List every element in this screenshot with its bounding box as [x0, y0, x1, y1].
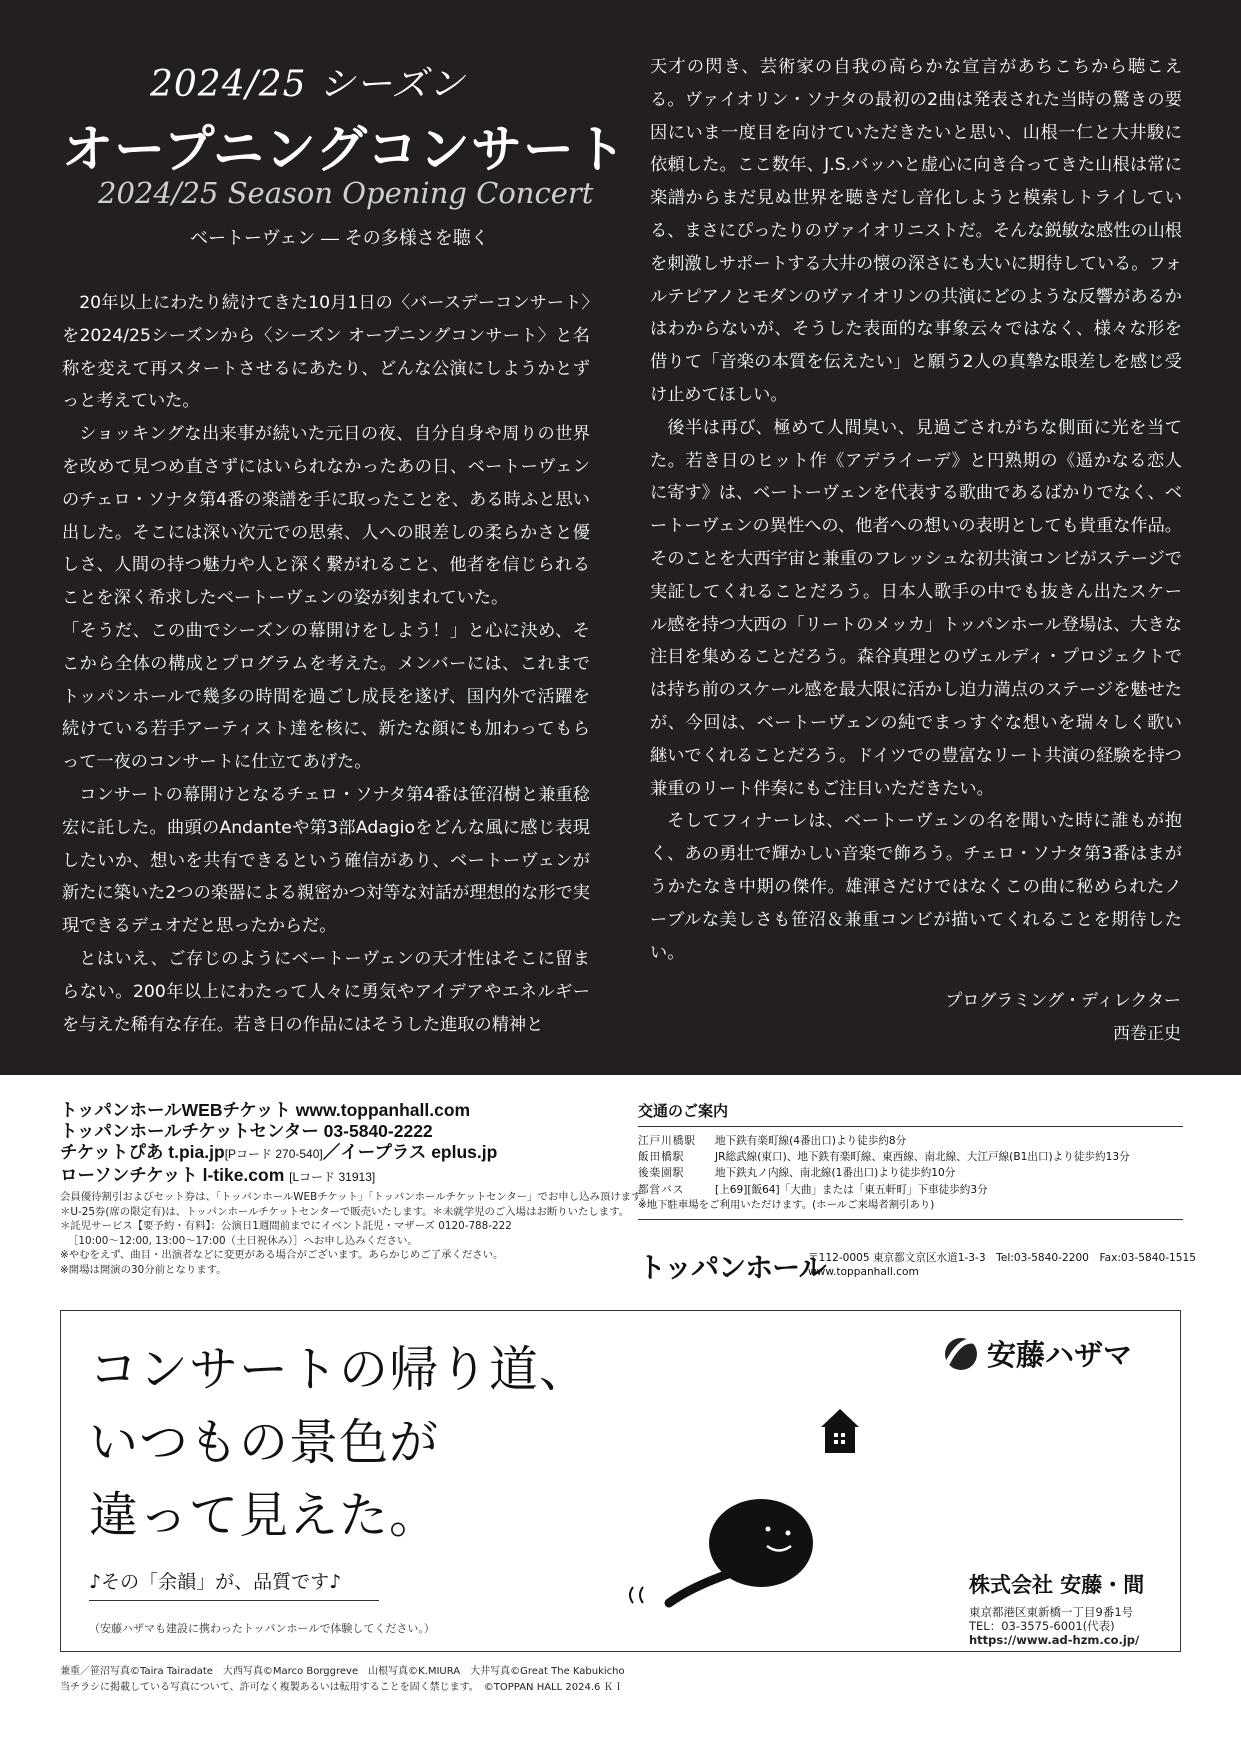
essay-paragraph: 20年以上にわたり続けてきた10月1日の〈バースデーコンサート〉を2024/25シーズンから〈シーズン オープニングコンサート〉と名称を変えて再スタートさせるにあたり、どんな公演にしようかとずっと考えていた。 [62, 293, 590, 412]
access-row [638, 1182, 1183, 1198]
essay-paragraph: 天才の閃き、芸術家の自我の高らかな宣言があちこちから聴こえる。ヴァイオリン・ソナタの最初の2曲は発表された当時の驚きの要因にいま一度目を向けていただきたいと思い、山根一仁と大井駿に依頼した。ここ数年、J.S.バッハと虚心に向き合ってきた山根は常に楽譜からまだ見ぬ世界を聴きだし音化しようと模索しトライしている、まさにぴったりのヴァイオリニストだ。そんな鋭敏な感性の山根を刺激しサポートする大井の懐の深さにも大いに期待している。フォルテピアノとモダンのヴァイオリンの共演にどのような反響があるかはわからないが、そうした表面的な事象云々ではなく、様々な形を借りて「音楽の本質を伝えたい」と願う2人の真摯な眼差しを感じ受け止めてほしい。 [650, 57, 1182, 405]
ad-headline-line: コンサートの帰り道、 [89, 1341, 590, 1398]
access-route: [上69][飯64]「大曲」または「東五軒町」下車徒歩約3分 [715, 1183, 988, 1196]
credits-line: 当チラシに掲載している写真について、許可なく複製あるいは転用することを固く禁じます。 ©TOPPAN HALL 2024.6 ＫＩ [60, 1682, 624, 1693]
ticket-lawson [60, 1165, 620, 1188]
advertisement [60, 1310, 1181, 1652]
access-row [638, 1133, 1183, 1149]
ticket-pia [60, 1142, 620, 1165]
essay-paragraph: コンサートの幕開けとなるチェロ・ソナタ第4番は笹沼樹と兼重稔宏に託した。曲頭のAndanteや第3部Adagioをどんな風に感じ表現したいか、想いを共有できるという確信があり、ベートーヴェンが新たに築いた2つの楽器による親密かつ対等な対話が理想的な形で実現できるデュオだと思ったからだ。 [62, 784, 590, 937]
subtitle: ベートーヴェン ― その多様さを聴く [190, 228, 489, 249]
essay-paragraph: 後半は再び、極めて人間臭い、見過ごされがちな側面に光を当てた。若き日のヒット作《アデライーデ》と円熟期の《遥かなる恋人に寄す》は、ベートーヴェンを代表する歌曲であるばかりでなく、ベートーヴェンの異性への、他者への想いの表明としても貴重な作品。そのことを大西宇宙と兼重のフレッシュな初共演コンビがステージで実証してくれることだろう。日本人歌手の中でも抜きん出たスケール感を持つ大西の「リートのメッカ」トッパンホール登場は、大きな注目を集めることだろう。森谷真理とのヴェルディ・プロジェクトでは持ち前のスケール感を最大限に活かし迫力満点のステージを魅せたが、今回は、ベートーヴェンの純でまっすぐな想いを瑞々しく歌い継いでくれることだろう。ドイツでの豊富なリート共演の経験を持つ兼重のリート伴奏にもご注目いただきたい。 [650, 417, 1182, 799]
essay-right-column [650, 51, 1182, 969]
ticket-note: ※やむをえず、曲目・出演者などに変更がある場合がございます。あらかじめご了承ください。 [60, 1249, 504, 1262]
ticket-center: トッパンホールチケットセンター 03-5840-2222 [60, 1121, 433, 1141]
ticket-note: ※開場は開演の30分前となります。 [60, 1263, 227, 1276]
access-station: 都営バス [638, 1183, 685, 1196]
access-row [638, 1165, 1183, 1181]
ticket-lawson-code: [Lコード 31913] [289, 1170, 376, 1184]
ticket-note: ［10:00～12:00, 13:00～17:00（土日祝休み）］へお申し込みください。 [68, 1234, 418, 1247]
ticket-note: ＊託児サービス【要予約・有料】：公演日1週間前までにイベント託児・マザーズ 0120-788-222 [60, 1220, 512, 1233]
ticket-notes [60, 1190, 651, 1278]
ad-tel: TEL：03-3575-6001(代表) [969, 1619, 1115, 1633]
credits-line: 兼重／笹沼写真©Taira Tairadate 大西写真©Marco Borggreve 山根写真©K.MIURA 大井写真©Great The Kabukicho [60, 1666, 625, 1677]
essay-paragraph: とはいえ、ご存じのようにベートーヴェンの天才性はそこに留まらない。200年以上にわたって人々に勇気やアイデアやエネルギーを与えた稀有な存在。若き日の作品にはそうした進取の精神と [62, 948, 590, 1035]
ticket-pia-code: [Pコード 270-540] [224, 1147, 323, 1161]
essay-paragraph: 「そうだ、この曲でシーズンの幕開けをしよう！」と心に決め、そこから全体の構成とプログラムを考えた。メンバーには、これまでトッパンホールで幾多の時間を過ごし成長を遂げ、国内外で活躍を続けている若手アーティスト達を核に、新たな顔にも加わってもらって一夜のコンサートに仕立てあげた。 [62, 620, 590, 773]
access-route: 地下鉄丸ノ内線、南北線(1番出口)より徒歩約10分 [715, 1167, 956, 1180]
ticket-web[interactable]: トッパンホールWEBチケット www.toppanhall.com [60, 1100, 471, 1120]
ad-headline [89, 1333, 589, 1552]
essay-paragraph: ショッキングな出来事が続いた元日の夜、自分自身や周りの世界を改めて見つめ直さずにはいられなかったあの日、ベートーヴェンのチェロ・ソナタ第4番の楽譜を手に取ったことを、ある時ふと思い出した。そこには深い次元での思索、人への眼差しの柔らかさと優しさ、人間の持つ魅力や人と深く繋がれること、他者を信じられることを深く希求したベートーヴェンの姿が刻まれていた。 [62, 424, 590, 609]
hall-address: 〒112-0005 東京都文京区水道1-3-3 Tel:03-5840-2200 Fax:03-5840-1515 [808, 1252, 1197, 1264]
house-icon [819, 1407, 861, 1455]
photo-credits [60, 1664, 625, 1696]
ad-tagline: ♪その「余韻」が、品質です♪ [89, 1567, 379, 1601]
access-info [638, 1100, 1183, 1220]
access-station: 飯田橋駅 [638, 1151, 685, 1164]
essay-left-column [62, 287, 590, 1041]
signature-role: プログラミング・ディレクター [945, 991, 1181, 1011]
ad-headline-line: 違って見えた。 [89, 1487, 440, 1544]
access-route: JR総武線(東口)、地下鉄有楽町線、東西線、南北線、大江戸線(B1出口)より徒歩約13分 [715, 1151, 1130, 1164]
ad-footnote: （安藤ハザマも建設に携わったトッパンホールで体験してください。） [89, 1622, 435, 1635]
ticket-note: ＊U-25券(席の限定有)は、トッパンホールチケットセンターで販売いたします。＊未就学児のご入場はお断りいたします。 [60, 1205, 630, 1218]
hall-url[interactable]: www.toppanhall.com [808, 1266, 919, 1278]
ticket-lawson-label[interactable]: ローソンチケット l-tike.com [60, 1165, 285, 1185]
ticket-pia-label[interactable]: チケットぴあ t.pia.jp [60, 1142, 225, 1162]
title-main: オープニングコンサート [62, 120, 627, 180]
ad-company-contact [969, 1605, 1139, 1647]
ticket-eplus-label[interactable]: ／イープラス eplus.jp [322, 1142, 498, 1162]
access-note: ※地下駐車場をご利用いただけます。(ホールご来場者割引あり) [638, 1198, 1183, 1220]
essay-paragraph: そしてフィナーレは、ベートーヴェンの名を聞いた時に誰もが抱く、あの勇壮で輝かしい音楽で飾ろう。チェロ・ソナタ第3番はまがうかたなき中期の傑作。雄渾さだけではなくこの曲に秘められたノーブルな美しさも笹沼＆兼重コンビが描いてくれることを期待したい。 [650, 811, 1182, 963]
access-station: 後楽園駅 [638, 1167, 685, 1180]
ad-address: 東京都港区東新橋一丁目9番1号 [969, 1605, 1134, 1619]
access-title: 交通のご案内 [638, 1100, 1183, 1127]
tadpole-creature-icon [611, 1491, 861, 1611]
signature-name: 西巻正史 [1113, 1024, 1181, 1044]
hall-logo: トッパンホール [638, 1252, 826, 1283]
title-english: 2024/25 Season Opening Concert [98, 176, 594, 210]
ticket-note: 会員優待割引およびセット券は、「トッパンホールWEBチケット」「トッパンホールチケットセンター」でお申し込み頂けます。 [60, 1191, 651, 1203]
ticket-info [60, 1100, 651, 1278]
ando-hazama-logo-icon [941, 1334, 981, 1374]
access-station: 江戸川橋駅 [638, 1135, 696, 1147]
access-route: 地下鉄有楽町線(4番出口)より徒歩約8分 [715, 1135, 907, 1147]
ad-logo-text: 安藤ハザマ [987, 1340, 1133, 1372]
ad-url[interactable]: https://www.ad-hzm.co.jp/ [969, 1633, 1140, 1647]
access-row [638, 1149, 1183, 1165]
title-season: 2024/25 シーズン [150, 64, 466, 105]
ad-headline-line: いつもの景色が [89, 1414, 440, 1471]
hall-info [638, 1244, 1197, 1288]
ad-logo [941, 1333, 1132, 1374]
ad-company-name: 株式会社 安藤・間 [969, 1573, 1145, 1597]
